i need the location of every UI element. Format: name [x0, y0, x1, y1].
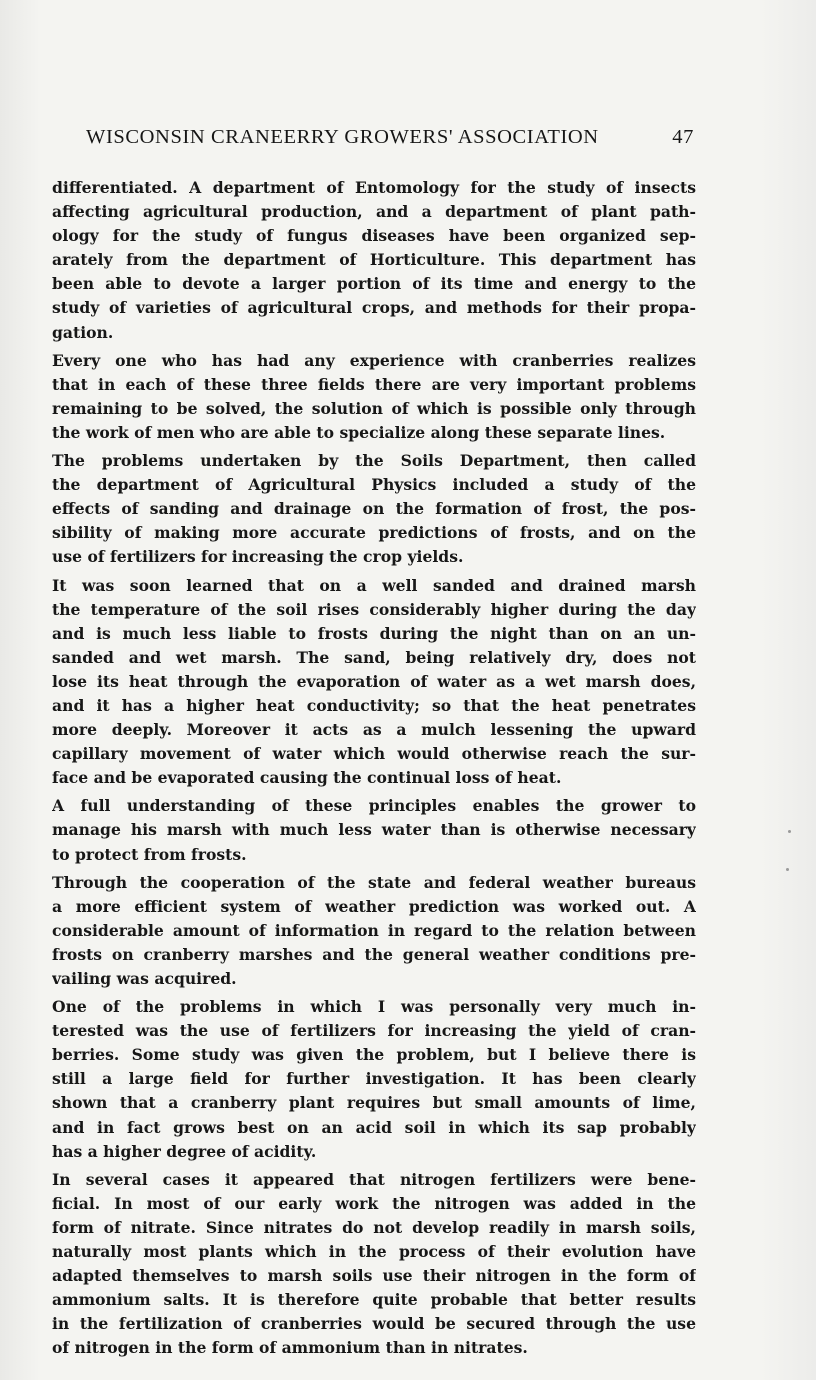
- text-line: and it has a higher heat conductivity; so that the heat penetrates: [52, 695, 696, 715]
- text-line: arately from the department of Horticulture. This department has: [52, 250, 696, 270]
- paragraph: [52, 574, 696, 791]
- running-header: [86, 126, 694, 156]
- paragraph: [52, 349, 696, 445]
- text-line: adapted themselves to marsh soils use their nitrogen in the form of: [52, 1266, 696, 1286]
- text-line: Every one who has had any experience with cranberries realizes: [52, 350, 696, 370]
- paragraph: [52, 995, 696, 1164]
- text-line: still a large field for further investigation. It has been clearly: [52, 1069, 696, 1089]
- text-line: A full understanding of these principles enables the grower to: [52, 796, 696, 816]
- text-line: remaining to be solved, the solution of which is possible only through: [52, 398, 696, 418]
- text-line: naturally most plants which in the process of their evolution have: [52, 1242, 696, 1262]
- paragraph: [52, 1168, 696, 1361]
- page-number: 47: [672, 126, 694, 148]
- body-text: [52, 176, 696, 1361]
- text-line: It was soon learned that on a well sanded and drained marsh: [52, 575, 696, 595]
- text-line: Through the cooperation of the state and federal weather bureaus: [52, 872, 696, 892]
- text-line: and in fact grows best on an acid soil in which its sap probably: [52, 1117, 696, 1137]
- paragraph: [52, 794, 696, 866]
- paragraph: [52, 449, 696, 569]
- text-line: face and be evaporated causing the continual loss of heat.: [52, 768, 562, 788]
- scan-speck: [788, 830, 791, 833]
- text-line: use of fertilizers for increasing the crop yields.: [52, 547, 464, 567]
- text-line: to protect from frosts.: [52, 844, 247, 864]
- header-title: WISCONSIN CRANEERRY GROWERS' ASSOCIATION: [86, 126, 599, 148]
- text-line: differentiated. A department of Entomology for the study of insects: [52, 178, 696, 197]
- text-line: In several cases it appeared that nitrogen fertilizers were bene-: [52, 1169, 696, 1189]
- text-line: the work of men who are able to specialize along these separate lines.: [52, 422, 666, 442]
- text-line: that in each of these three fields there are very important problems: [52, 374, 696, 394]
- text-line: ficial. In most of our early work the nitrogen was added in the: [52, 1193, 696, 1213]
- text-line: gation.: [52, 322, 114, 342]
- text-line: terested was the use of fertilizers for increasing the yield of cran-: [52, 1021, 696, 1041]
- text-line: vailing was acquired.: [52, 969, 237, 988]
- text-line: form of nitrate. Since nitrates do not develop readily in marsh soils,: [52, 1217, 696, 1237]
- text-line: frosts on cranberry marshes and the general weather conditions pre-: [52, 944, 696, 964]
- text-line: One of the problems in which I was personally very much in-: [52, 997, 696, 1017]
- text-line: capillary movement of water which would otherwise reach the sur-: [52, 744, 696, 764]
- text-line: in the fertilization of cranberries would be secured through the use: [52, 1314, 696, 1334]
- paragraph: [52, 871, 696, 991]
- text-line: a more efficient system of weather prediction was worked out. A: [52, 896, 696, 916]
- text-line: ology for the study of fungus diseases have been organized sep-: [52, 226, 696, 246]
- text-line: sibility of making more accurate predictions of frosts, and on the: [52, 523, 696, 543]
- text-line: been able to devote a larger portion of its time and energy to the: [52, 274, 696, 294]
- text-line: of nitrogen in the form of ammonium than in nitrates.: [52, 1338, 528, 1358]
- scan-speck: [786, 868, 789, 871]
- text-line: manage his marsh with much less water than is otherwise necessary: [52, 820, 696, 840]
- text-line: ammonium salts. It is therefore quite probable that better results: [52, 1290, 696, 1310]
- text-line: sanded and wet marsh. The sand, being relatively dry, does not: [52, 647, 696, 667]
- text-line: lose its heat through the evaporation of water as a wet marsh does,: [52, 671, 696, 691]
- text-line: shown that a cranberry plant requires but small amounts of lime,: [52, 1093, 696, 1113]
- text-line: has a higher degree of acidity.: [52, 1141, 317, 1161]
- text-line: affecting agricultural production, and a department of plant path-: [52, 202, 696, 222]
- text-line: The problems undertaken by the Soils Department, then called: [52, 451, 696, 471]
- text-line: the temperature of the soil rises considerably higher during the day: [52, 599, 696, 619]
- text-line: the department of Agricultural Physics included a study of the: [52, 475, 696, 495]
- paragraph: [52, 176, 696, 345]
- text-line: more deeply. Moreover it acts as a mulch lessening the upward: [52, 720, 696, 740]
- text-line: study of varieties of agricultural crops, and methods for their propa-: [52, 298, 696, 318]
- text-line: and is much less liable to frosts during the night than on an un-: [52, 623, 696, 643]
- text-line: considerable amount of information in regard to the relation between: [52, 920, 696, 940]
- text-line: effects of sanding and drainage on the formation of frost, the pos-: [52, 499, 696, 519]
- text-line: berries. Some study was given the problem, but I believe there is: [52, 1045, 696, 1065]
